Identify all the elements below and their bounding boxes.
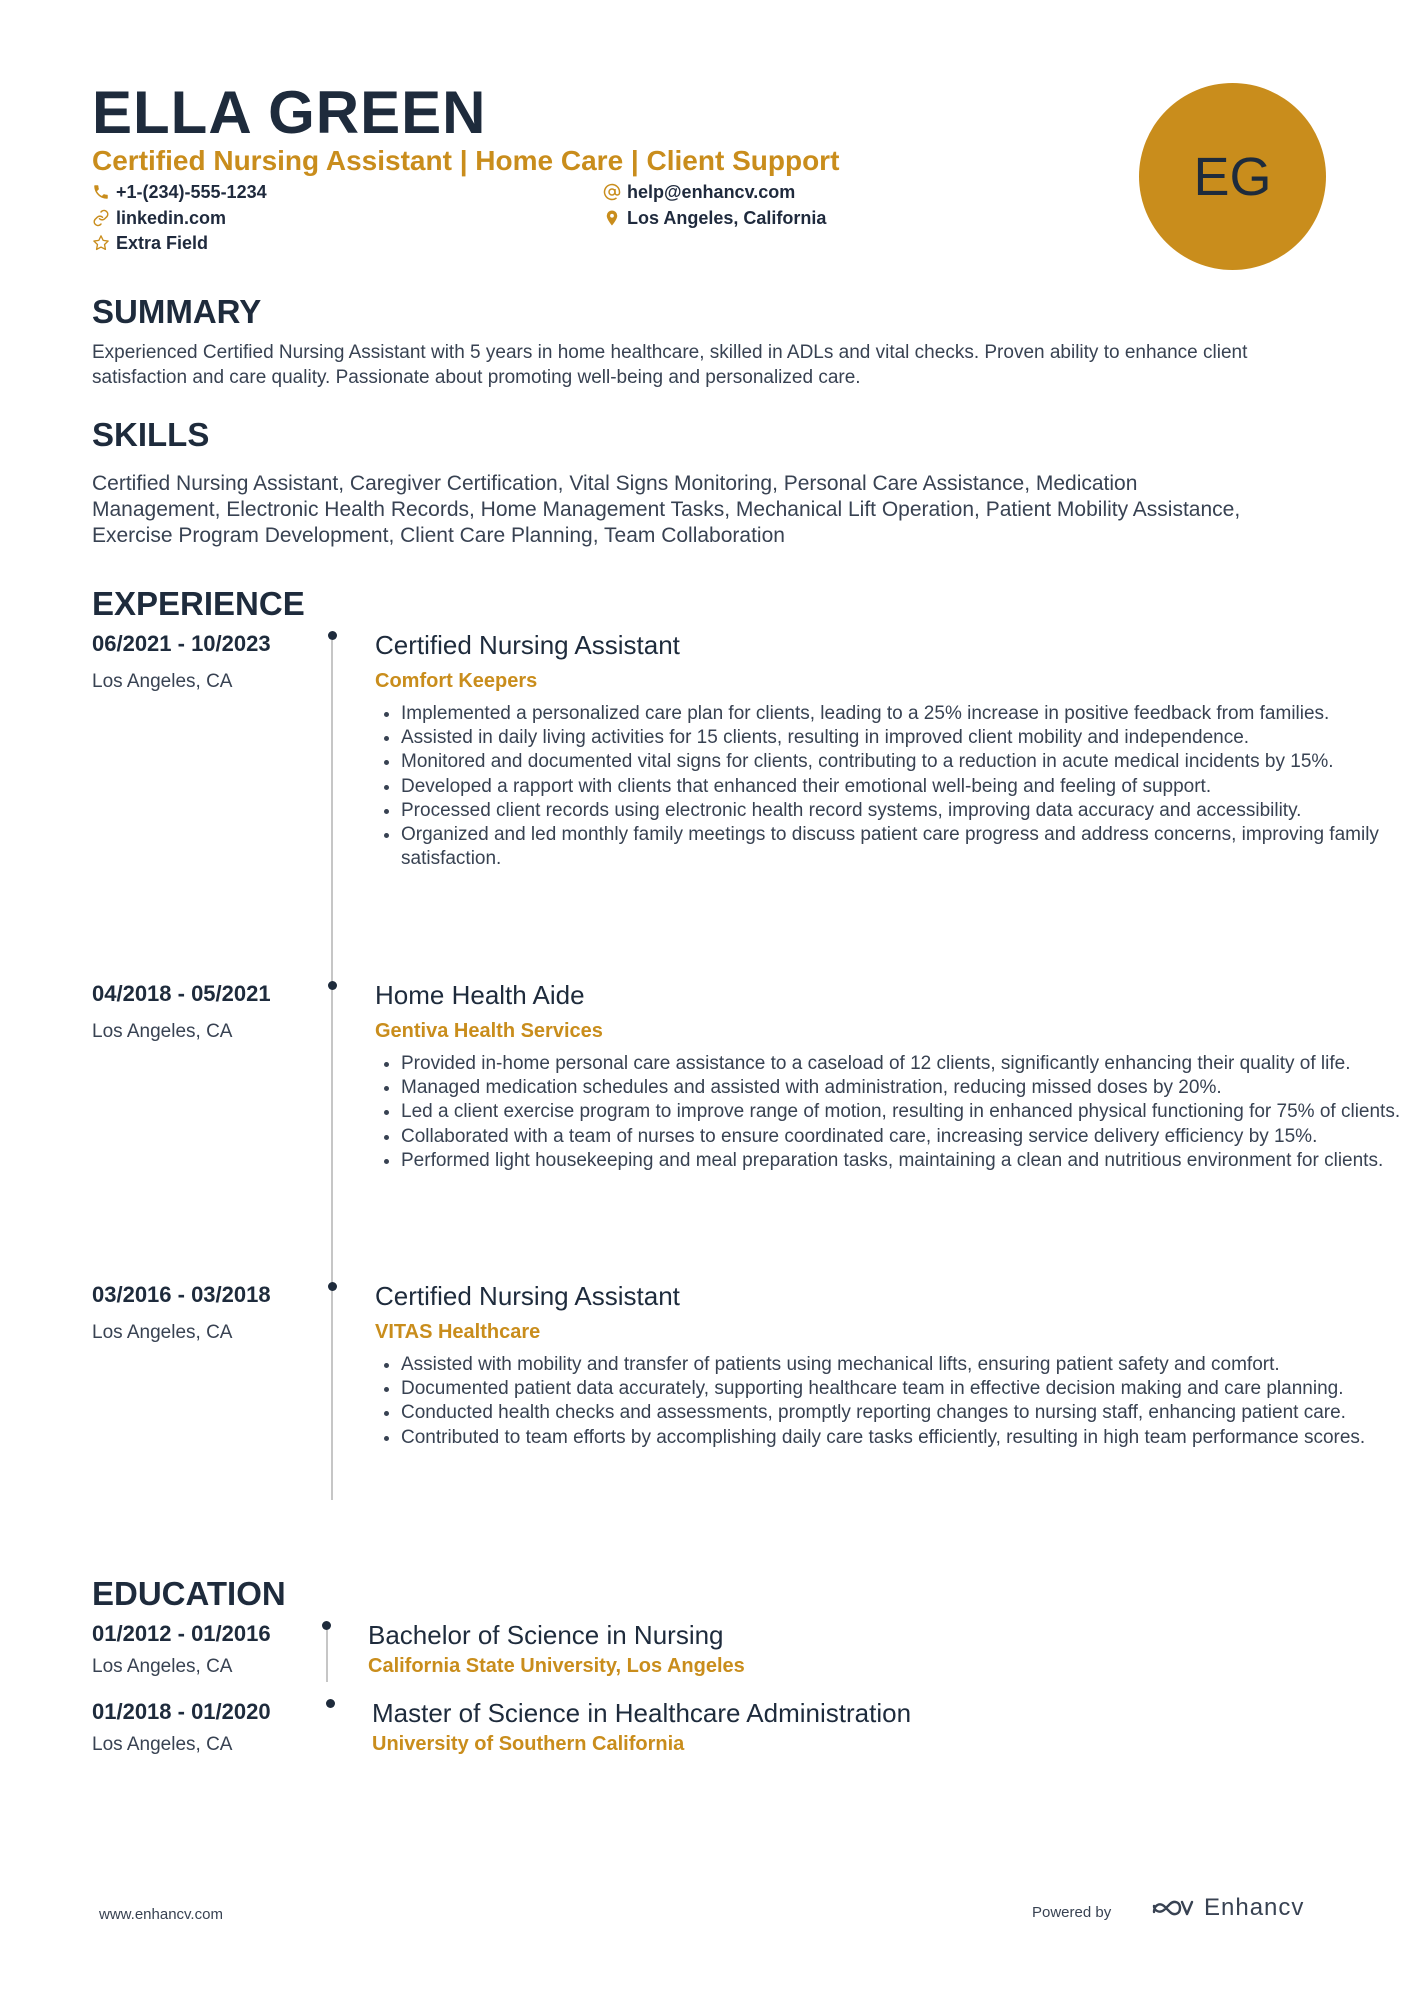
star-icon — [92, 234, 110, 252]
footer-url[interactable]: www.enhancv.com — [99, 1906, 223, 1923]
job-bullet: • Contributed to team efforts by accomplishing daily care tasks efficiently, resulting in high team performance scores. — [401, 1426, 1407, 1450]
job-company: Comfort Keepers — [375, 670, 538, 692]
job-bullet: • Processed client records using electronic health record systems, improving data accuracy and accessibility. — [401, 799, 1407, 823]
avatar-initials: EG — [1193, 146, 1272, 207]
education-timeline-line — [326, 1630, 328, 1682]
job-bullet: • Organized and led monthly family meetings to discuss patient care progress and address concerns, improving family satisfaction. — [401, 823, 1407, 871]
enhancv-logo-text: Enhancv — [1204, 1894, 1305, 1921]
edu-degree: Bachelor of Science in Nursing — [368, 1620, 724, 1650]
at-sign-icon — [603, 183, 621, 201]
skills-title: SKILLS — [92, 416, 210, 453]
link-icon — [92, 209, 110, 227]
enhancv-logo[interactable] — [1150, 1894, 1304, 1922]
location-pin-icon — [603, 209, 621, 227]
job-dates: 03/2016 - 03/2018 — [92, 1282, 271, 1307]
job-bullet: • Documented patient data accurately, supporting healthcare team in effective decision making and care planning. — [401, 1377, 1407, 1401]
summary-title: SUMMARY — [92, 293, 262, 330]
job-bullet: • Monitored and documented vital signs for clients, contributing to a reduction in acute medical incidents by 15%. — [401, 750, 1407, 774]
linkedin-text[interactable]: linkedin.com — [116, 208, 227, 228]
summary-text: Experienced Certified Nursing Assistant with 5 years in home healthcare, skilled in ADLs and vital checks. Proven ability to enhance client satisfaction and care quality. Passionate about promoting well-being and personalized care. — [92, 342, 1248, 388]
job-bullet: • Conducted health checks and assessments, promptly reporting changes to nursing staff, enhancing patient care. — [401, 1401, 1407, 1425]
job-bullets — [375, 1353, 1407, 1450]
job-bullets — [375, 1052, 1407, 1173]
edu-dates: 01/2012 - 01/2016 — [92, 1621, 271, 1646]
enhancv-logo-icon — [1150, 1896, 1196, 1920]
headline: Certified Nursing Assistant | Home Care | Client Support — [92, 145, 840, 176]
powered-by-label: Powered by — [1032, 1904, 1112, 1921]
job-dates: 06/2021 - 10/2023 — [92, 631, 271, 656]
edu-location: Los Angeles, CA — [92, 1656, 233, 1677]
timeline-dot — [326, 1699, 335, 1708]
phone-text: +1-(234)-555-1234 — [116, 182, 267, 202]
job-bullet: • Led a client exercise program to improve range of motion, resulting in enhanced physical functioning for 75% of clients. — [401, 1100, 1407, 1124]
job-role: Certified Nursing Assistant — [375, 630, 680, 660]
job-role: Home Health Aide — [375, 980, 585, 1010]
job-bullet: • Assisted in daily living activities for 15 clients, resulting in improved client mobility and independence. — [401, 726, 1407, 750]
job-bullets — [375, 702, 1407, 871]
contact-extra — [92, 231, 208, 255]
location-text: Los Angeles, California — [627, 208, 827, 228]
job-bullet: • Managed medication schedules and assisted with administration, reducing missed doses by 20%. — [401, 1076, 1407, 1100]
experience-title: EXPERIENCE — [92, 585, 305, 622]
job-bullet: • Implemented a personalized care plan for clients, leading to a 25% increase in positive feedback from families. — [401, 702, 1407, 726]
timeline-dot — [328, 1282, 337, 1291]
job-bullet: • Collaborated with a team of nurses to ensure coordinated care, increasing service delivery efficiency by 15%. — [401, 1125, 1407, 1149]
extra-field-text: Extra Field — [116, 233, 209, 253]
job-location: Los Angeles, CA — [92, 671, 233, 692]
edu-location: Los Angeles, CA — [92, 1734, 233, 1755]
job-bullet: • Performed light housekeeping and meal preparation tasks, maintaining a clean and nutritious environment for clients. — [401, 1149, 1407, 1173]
avatar — [1139, 83, 1326, 270]
timeline-dot — [322, 1621, 331, 1630]
job-bullet: • Provided in-home personal care assistance to a caseload of 12 clients, significantly enhancing their quality of life. — [401, 1052, 1407, 1076]
edu-school: California State University, Los Angeles — [368, 1655, 745, 1677]
job-location: Los Angeles, CA — [92, 1322, 233, 1343]
contact-email — [603, 180, 795, 204]
timeline-dot — [328, 981, 337, 990]
job-company: VITAS Healthcare — [375, 1321, 541, 1343]
edu-degree: Master of Science in Healthcare Administration — [372, 1698, 912, 1728]
edu-school: University of Southern California — [372, 1733, 685, 1755]
timeline-dot — [328, 631, 337, 640]
job-bullet: • Assisted with mobility and transfer of patients using mechanical lifts, ensuring patient safety and comfort. — [401, 1353, 1407, 1377]
job-dates: 04/2018 - 05/2021 — [92, 981, 271, 1006]
job-company: Gentiva Health Services — [375, 1020, 603, 1042]
skills-text: Certified Nursing Assistant, Caregiver Certification, Vital Signs Monitoring, Personal Care Assistance, Medication Management, Electronic Health Records, Home Management Tasks, Mechanical Lift Operation, Patient Mobility Assistance, Exercise Program Development, Client Care Planning, Team Collaboration — [92, 472, 1241, 547]
job-bullet: • Developed a rapport with clients that enhanced their emotional well-being and feeling of support. — [401, 775, 1407, 799]
job-role: Certified Nursing Assistant — [375, 1281, 680, 1311]
phone-icon — [92, 183, 110, 201]
education-title: EDUCATION — [92, 1575, 286, 1612]
experience-timeline-line — [331, 640, 333, 1500]
candidate-name: ELLA GREEN — [92, 79, 487, 146]
contact-phone — [92, 180, 267, 204]
job-location: Los Angeles, CA — [92, 1021, 233, 1042]
contact-linkedin — [92, 206, 226, 230]
email-text[interactable]: help@enhancv.com — [627, 182, 796, 202]
edu-dates: 01/2018 - 01/2020 — [92, 1699, 271, 1724]
contact-location — [603, 206, 826, 230]
